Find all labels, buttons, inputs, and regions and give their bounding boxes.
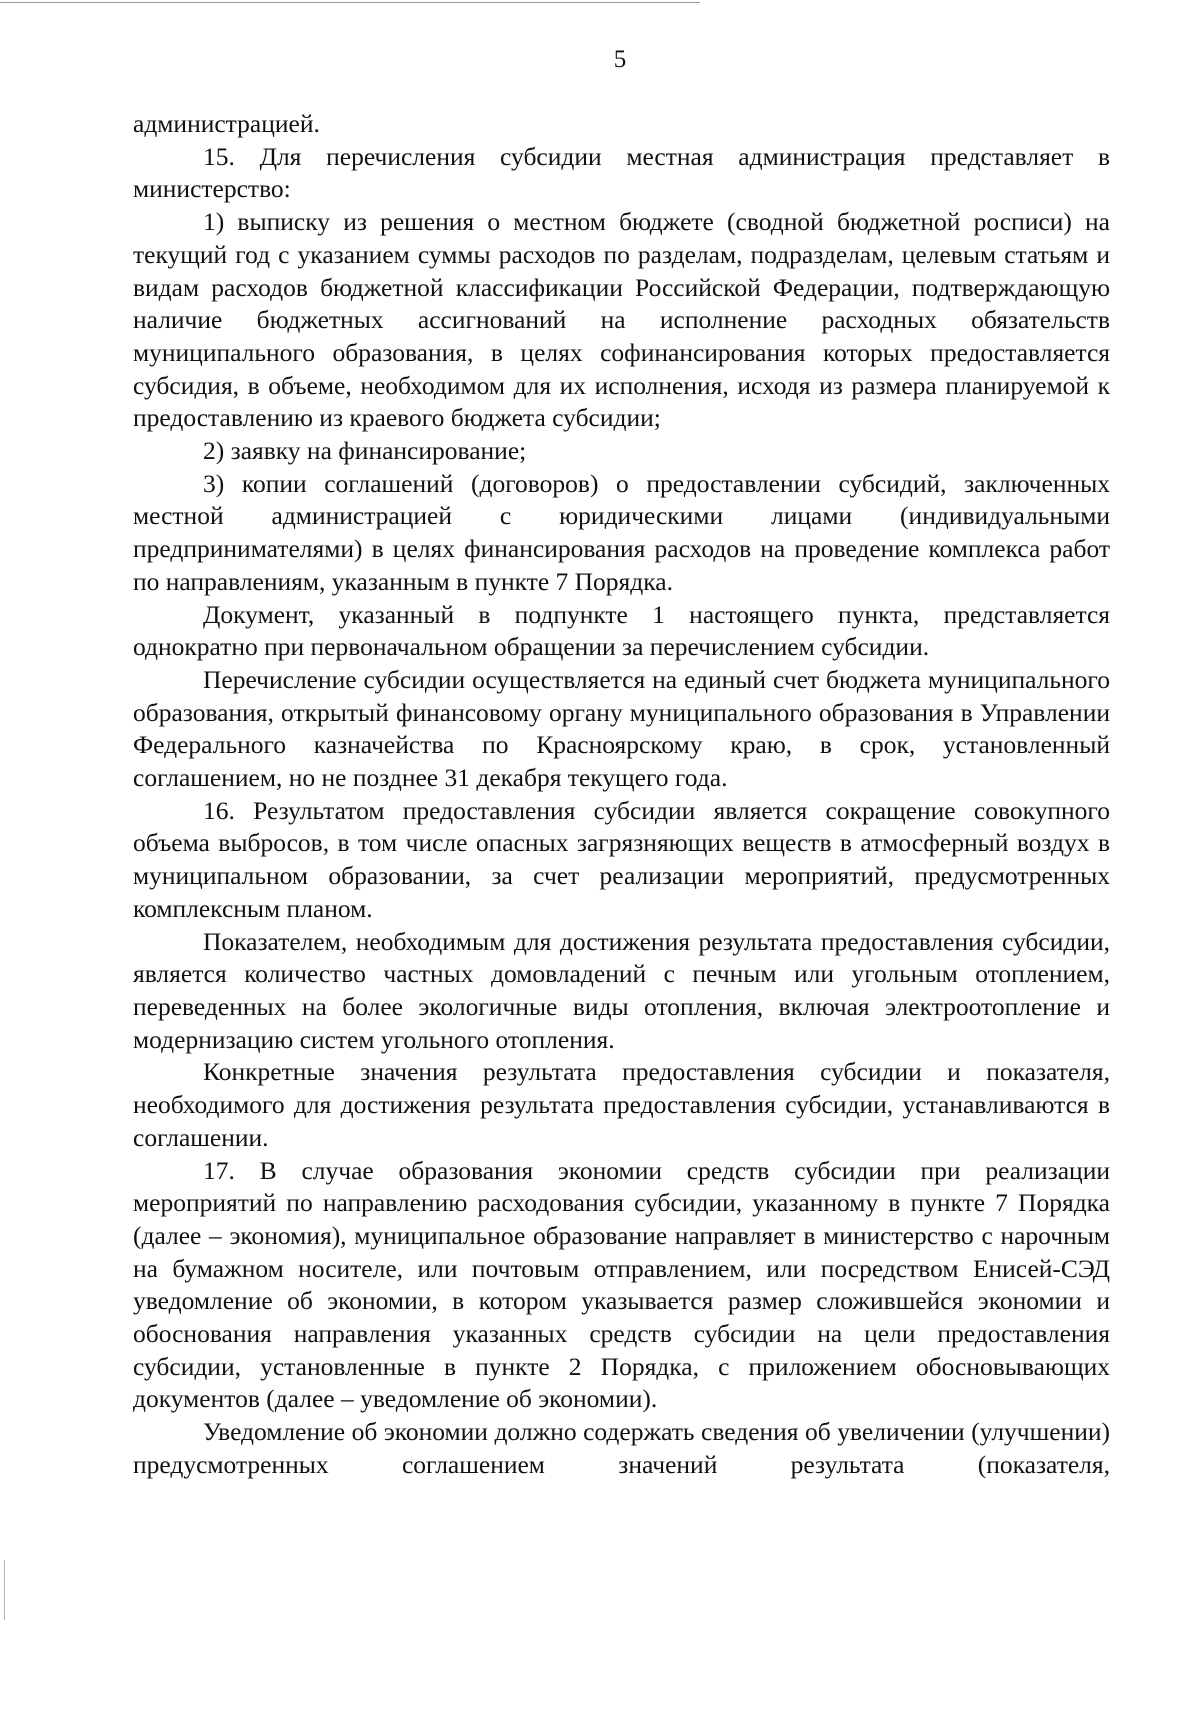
document-body [133, 108, 1110, 1482]
paragraph: Показателем, необходимым для достижения результата предоставления субсидии, является количество частных домовладений с печным или угольным отоплением, переведенных на более экологичные виды отопления, включая электроотопление и модернизацию систем угольного отопления. [133, 926, 1110, 1054]
paragraph: администрацией. [133, 109, 320, 138]
paragraph: Документ, указанный в подпункте 1 настоящего пункта, представляется однократно при первоначальном обращении за перечислением субсидии. [133, 599, 1110, 662]
paragraph: Перечисление субсидии осуществляется на единый счет бюджета муниципального образования, открытый финансовому органу муниципального образования в Управлении Федерального казначейства по Красноярскому краю, в срок, установленный соглашением, но не позднее 31 декабря текущего года. [133, 664, 1110, 793]
paragraph: Уведомление об экономии должно содержать сведения об увеличении (улучшении) предусмотренных соглашением значений результата (показателя, [133, 1417, 1110, 1479]
paragraph: Конкретные значения результата предоставления субсидии и показателя, необходимого для достижения результата предоставления субсидии, устанавливаются в соглашении. [133, 1057, 1110, 1152]
paragraph: 17. В случае образования экономии средств субсидии при реализации мероприятий по направлению расходования субсидии, указанному в пункте 7 Порядка (далее – экономия), муниципальное образование направляет в министерство с нарочным на бумажном носителе, или почтовым отправлением, или посредством Енисей-СЭД уведомление об экономии, в котором указывается размер сложившейся экономии и обоснования направления указанных средств субсидии на цели предоставления субсидии, установленные в пункте 2 Порядка, с приложением обосновывающих документов (далее – уведомление об экономии). [133, 1155, 1110, 1414]
scan-edge-line-left [4, 1560, 5, 1620]
paragraph: 3) копии соглашений (договоров) о предоставлении субсидий, заключенных местной администрацией с юридическими лицами (индивидуальными предпринимателями) в целях финансирования расходов на проведение комплекса работ по направлениям, указанным в пункте 7 Порядка. [133, 468, 1110, 596]
page-number: 5 [613, 46, 627, 73]
paragraph: 2) заявку на финансирование; [203, 436, 527, 466]
paragraph: 16. Результатом предоставления субсидии является сокращение совокупного объема выбросов, в том числе опасных загрязняющих веществ в атмосферный воздух в муниципальном образовании, за счет реализации мероприятий, предусмотренных комплексным планом. [133, 795, 1110, 923]
paragraph: 1) выписку из решения о местном бюджете (сводной бюджетной росписи) на текущий год с указанием суммы расходов по разделам, подразделам, целевым статьям и видам расходов бюджетной классификации Российской Федерации, подтверждающую наличие бюджетных ассигнований на исполнение расходных обязательств муниципального образования, в целях софинансирования которых предоставляется субсидия, в объеме, необходимом для их исполнения, исходя из размера планируемой к предоставлению из краевого бюджета субсидии; [133, 207, 1110, 433]
paragraph: 15. Для перечисления субсидии местная администрация представляет в министерство: [133, 141, 1110, 204]
scan-edge-line-top [0, 2, 700, 3]
